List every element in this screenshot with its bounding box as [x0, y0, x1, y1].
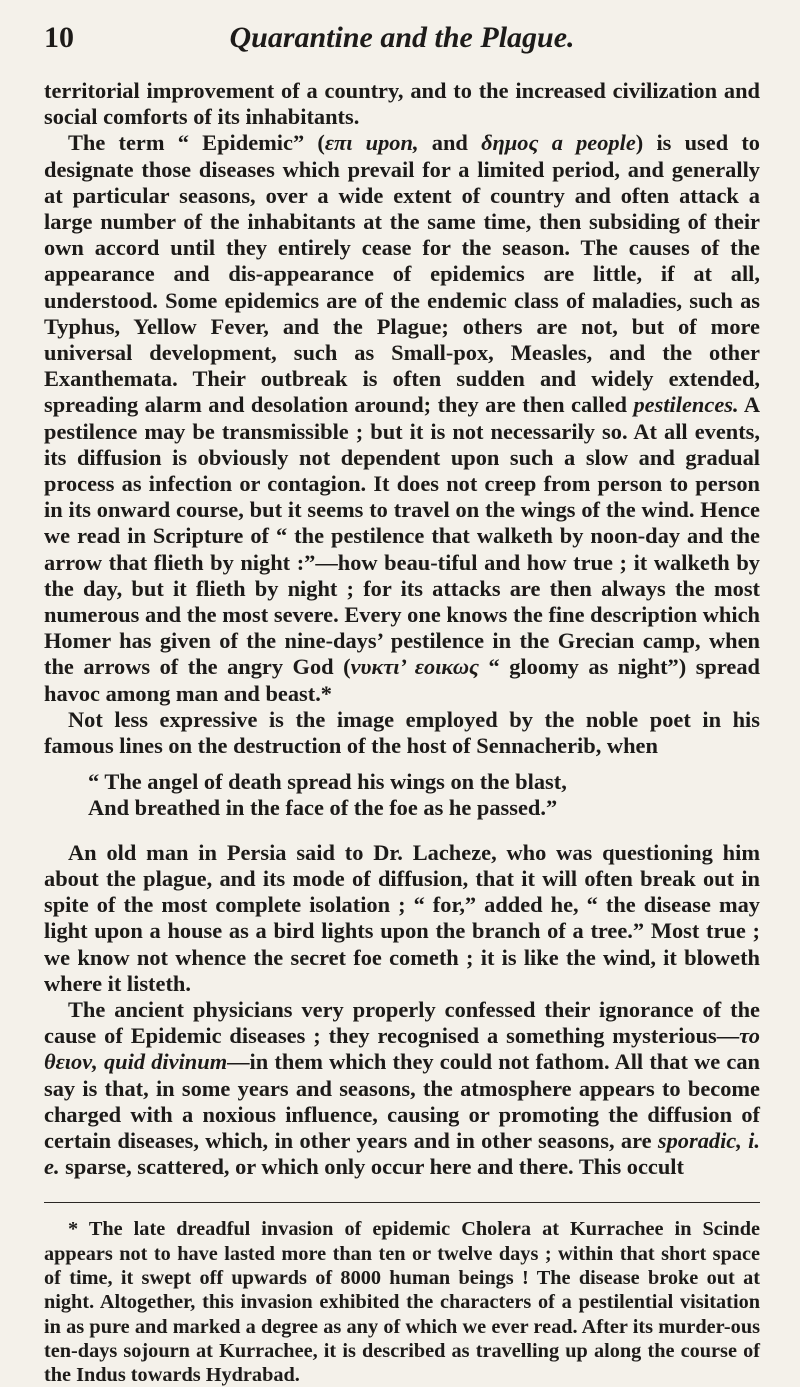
greek-word: επι [324, 130, 353, 156]
poem-line: “ The angel of death spread his wings on the blast, [88, 769, 567, 795]
paragraph-continuation [44, 78, 760, 130]
paragraph-text: territorial improvement of a country, and to the increased civilization and social comforts of its inhabitants. [44, 78, 760, 130]
greek-word: δημος [481, 130, 539, 156]
page-header [44, 20, 760, 64]
poem-quote [88, 769, 760, 821]
paragraph-ancient-physicians: The ancient physicians very properly confessed their ignorance of the cause of Epidemic diseases ; they recognised a something mysterious—το θειον, quid divinum—in them which they could not fathom. All that we can say is that, in some years and seasons, the atmosphere appears to become charged with a noxious influence, causing or promoting the diffusion of certain diseases, which, in other years and in other seasons, are sporadic, i. e. sparse, scattered, or which only occur here and there. This occult [44, 996, 760, 1180]
footnote [44, 1217, 760, 1387]
italic-text: a people [538, 130, 636, 156]
italic-text: sporadic, i. e. [44, 1127, 760, 1180]
italic-text: upon, [352, 130, 419, 156]
page-number: 10 [44, 21, 74, 54]
paragraph-epidemic-definition: The term “ Epidemic” (επι upon, and δημος a people) is used to designate those diseases which prevail for a limited period, and generally at particular seasons, over a wide extent of country and often attack a large number of the inhabitants at the same time, then subsiding of their own accord until they entirely cease for the season. The causes of the appearance and dis-appearance of epidemics are little, if at all, understood. Some epidemics are of the endemic class of maladies, such as Typhus, Yellow Fever, and the Plague; others are not, but of more universal development, such as Small-pox, Measles, and the other Exanthemata. Their outbreak is often sudden and widely extended, spreading alarm and desolation around; they are then called pestilences. A pestilence may be transmissible ; but it is not necessarily so. At all events, its diffusion is obviously not dependent upon such a slow and gradual process as infection or contagion. It does not creep from person to person in its onward course, but it seems to travel on the wings of the wind. Hence we read in Scripture of “ the pestilence that walketh by noon-day and the arrow that flieth by night :”—how beau-tiful and how true ; it walketh by the day, but it flieth by night ; for its attacks are then always the most numerous and the most severe. Every one knows the fine description which Homer has given of the nine-days’ pestilence in the Grecian camp, when the arrows of the angry God (νυκτι’ εοικως “ gloomy as night”) spread havoc among man and beast.* [44, 130, 761, 706]
footnote-divider [44, 1202, 760, 1203]
paragraph-persia: An old man in Persia said to Dr. Lacheze, who was questioning him about the plague, and its mode of diffusion, that it will often break out in spite of the most complete isolation ; “ for,” added he, “ the disease may light upon a house as a bird lights upon the branch of a tree.” Most true ; we know not whence the secret foe cometh ; it is like the wind, it bloweth where it listeth. [44, 839, 760, 996]
footnote-text: * The late dreadful invasion of epidemic Cholera at Kurrachee in Scinde appears not to have lasted more than ten or twelve days ; within that short space of time, it swept off upwards of 8000 human beings ! The disease broke out at night. Altogether, this invasion exhibited the characters of a pestilential visitation in as pure and marked a degree as any of which we ever read. After its murder-ous ten-days sojourn at Kurrachee, it is described as travelling up along the course of the Indus towards Hydrabad. [44, 1218, 760, 1387]
paragraph-sennacherib: Not less expressive is the image employed by the noble poet in his famous lines on the destruction of the host of Sennacherib, when [44, 706, 760, 759]
running-title: Quarantine and the Plague. [229, 21, 575, 54]
poem-line: And breathed in the face of the foe as he passed.” [88, 795, 558, 821]
italic-text: pestilences. [633, 392, 739, 418]
main-text [44, 78, 760, 1180]
greek-phrase: νυκτι’ εοικως [350, 654, 480, 680]
italic-text: quid divinum [97, 1049, 228, 1075]
greek-phrase: το θειον, [44, 1023, 760, 1075]
